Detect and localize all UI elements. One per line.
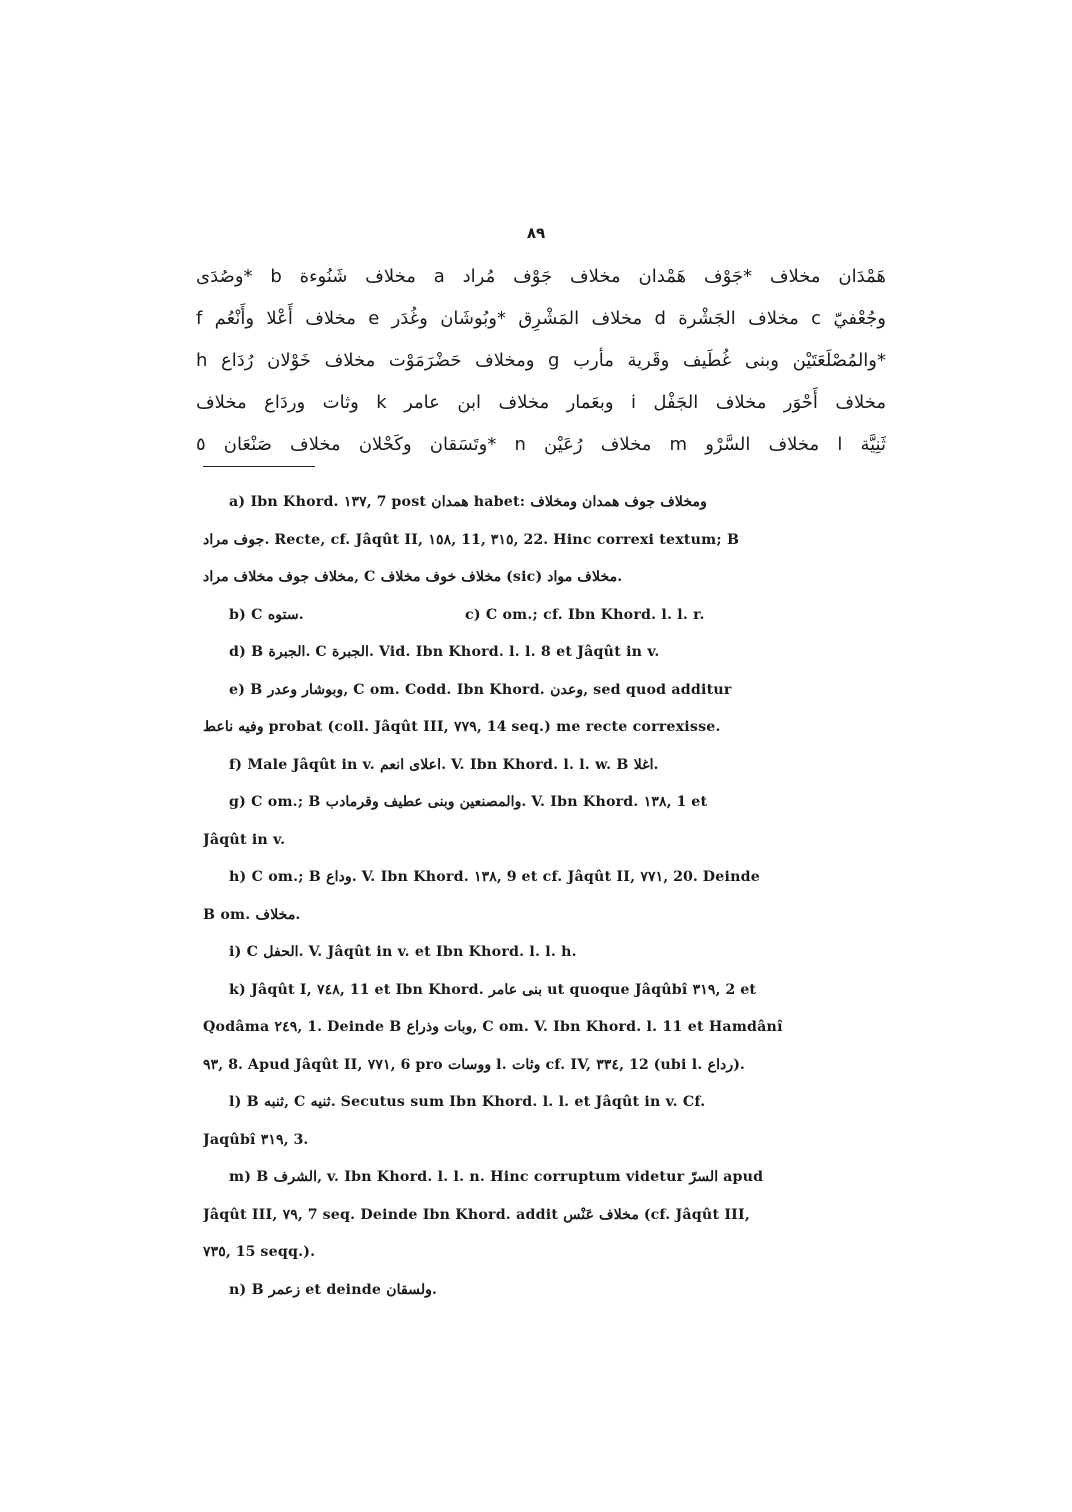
footnote-line: k) Jâqût I, ٧٤٨, 11 et Ibn Khord. بنى عامر ut quoque Jâqûbî ٣١٩, 2 et [229, 981, 757, 998]
footnote-line: Qodâma ٢٤٩, 1. Deinde B وبات وذراع, C om. V. Ibn Khord. l. 11 et Hamdânî [203, 1019, 783, 1035]
footnote-c: c) C om.; cf. Ibn Khord. l. l. r. [465, 606, 705, 623]
footnote-line: g) C om.; B والمصنعين وبنى عطيف وقرمادب. V. Ibn Khord. ١٣٨, 1 et [229, 794, 708, 810]
footnote-line: i) C الحفل. V. Jâqût in v. et Ibn Khord. l. l. h. [229, 944, 577, 960]
footnote-line: n) B زعمر et deinde ولسقان. [229, 1281, 437, 1298]
footnote-line: مخلاف جوف مخلاف مراد, C مخلاف خوف مخلاف (sic) مخلاف مواد. [203, 569, 623, 585]
footnote-line: f) Male Jâqût in v. اعلاى انعم. V. Ibn Khord. l. l. w. B اغلا. [229, 756, 659, 773]
footnote-line: B om. مخلاف. [203, 906, 301, 923]
footnote-line: m) B الشرف, v. Ibn Khord. l. l. n. Hinc corruptum videtur السرّ apud [229, 1169, 764, 1185]
main-text-line: وجُعْفيّ c مخلاف الجَشْرة d مخلاف المَشْرِق *وبُوشَان وغُدَر e مخلاف أَعْلا وأَنْعُم f [196, 308, 886, 329]
footnote-line-pair [203, 597, 863, 635]
footnote-separator-rule [203, 466, 315, 467]
footnote-line: ٧٣٥, 15 seqq.). [203, 1244, 316, 1260]
footnote-line: l) B ثنبه, C ثنيه. Secutus sum Ibn Khord. l. l. et Jâqût in v. Cf. [229, 1094, 706, 1110]
footnote-line: وفيه ناعط probat (coll. Jâqût III, ٧٧٩, 14 seq.) me recte correxisse. [203, 719, 721, 735]
main-text-line: *والمُصْلَعَتَيْن وبنى غُطَيف وقَرية مأرب g ومخلاف حَضْرَمَوْت مخلاف خَوْلان رُدَاع h [196, 350, 886, 371]
footnote-line: h) C om.; B وداع. V. Ibn Khord. ١٣٨, 9 et cf. Jâqût II, ٧٧١, 20. Deinde [229, 869, 760, 885]
footnotes [203, 484, 863, 1309]
main-arabic-text [196, 256, 886, 466]
main-text-line: ثَنِيَّة l مخلاف السَّرْو m مخلاف رُعَيْن n *وتَسَقان وكَحْلان مخلاف صَنْعَان ٥ [196, 434, 886, 455]
footnote-line: Jâqût III, ٧٩, 7 seq. Deinde Ibn Khord. addit مخلاف عَنْس (cf. Jâqût III, [203, 1206, 750, 1223]
footnote-line: e) B وبوشار وعدر, C om. Codd. Ibn Khord. وعدن, sed quod additur [229, 681, 732, 698]
footnote-line: a) Ibn Khord. ١٣٧, 7 post همدان habet: ومخلاف جوف همدان ومخلاف [229, 494, 707, 510]
footnote-line: d) B الجبرة. C الجبرة. Vid. Ibn Khord. l. l. 8 et Jâqût in v. [229, 644, 660, 660]
footnote-line: Jâqût in v. [203, 831, 286, 848]
footnote-b: b) C ستوه. [229, 606, 304, 623]
page-number: ٨٩ [526, 224, 546, 242]
main-text-line: هَمْدَان مخلاف *جَوْف هَمْدان مخلاف جَوْف مُراد a مخلاف شَنُوءة b *وصُدَى [196, 266, 886, 287]
footnote-line: Jaqûbî ٣١٩, 3. [203, 1131, 309, 1148]
footnote-line: جوف مراد. Recte, cf. Jâqût II, ١٥٨, 11, ٣١٥, 22. Hinc correxi textum; B [203, 531, 740, 548]
footnote-line: ٩٣, 8. Apud Jâqût II, ٧٧١, 6 pro ووسات l. وثات cf. IV, ٣٣٤, 12 (ubi l. رداع). [203, 1056, 745, 1073]
main-text-line: مخلاف أَحْوَر مخلاف الجَفْل i وبعَمار مخلاف ابن عامر k وثات وردَاع مخلاف [196, 392, 886, 413]
